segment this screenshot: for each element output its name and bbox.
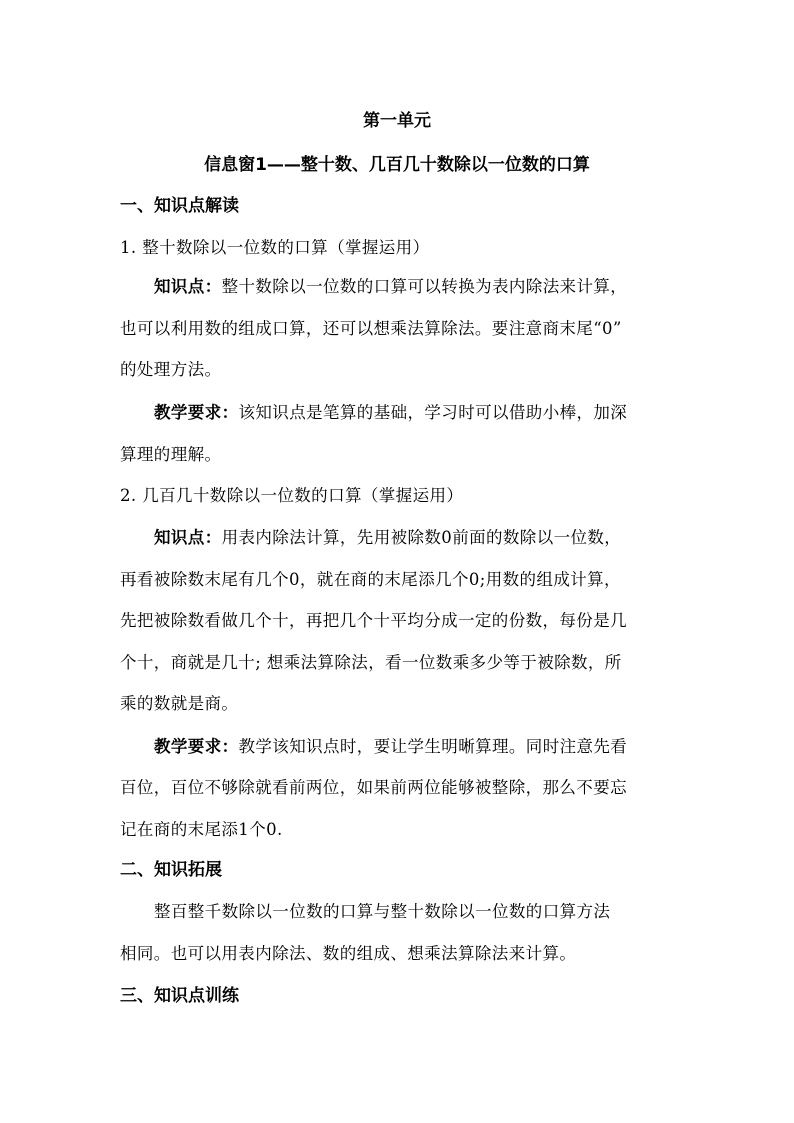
item2-knowledge-line3: 先把被除数看做几个十，再把几个十平均分成一定的份数，每份是几 xyxy=(120,611,627,630)
item1-requirement-line2: 算理的理解。 xyxy=(120,445,222,464)
item1-title: 1. 整十数除以一位数的口算（掌握运用） xyxy=(120,238,430,257)
section2-line2: 相同。也可以用表内除法、数的组成、想乘法算除法来计算。 xyxy=(120,944,577,963)
item2-knowledge-text1: 用表内除法计算，先用被除数0前面的数除以一位数， xyxy=(221,528,622,547)
item2-knowledge-line1 xyxy=(154,524,674,548)
item2-requirement-line2: 百位，百位不够除就看前两位，如果前两位能够被整除，那么不要忘 xyxy=(120,778,627,797)
item2-knowledge-line5: 乘的数就是商。 xyxy=(120,694,239,713)
item1-knowledge-label: 知识点： xyxy=(154,277,222,296)
unit-title: 第一单元 xyxy=(363,111,431,131)
item2-knowledge-label: 知识点： xyxy=(154,528,222,547)
section2-line1: 整百整千数除以一位数的口算与整十数除以一位数的口算方法 xyxy=(154,902,611,921)
window-title: 信息窗1——整十数、几百几十数除以一位数的口算 xyxy=(204,155,590,175)
section2-heading: 二、知识拓展 xyxy=(120,860,222,880)
item1-requirement-line1 xyxy=(154,399,674,423)
item2-knowledge-line2: 再看被除数末尾有几个0，就在商的末尾添几个0;用数的组成计算， xyxy=(120,570,621,589)
item2-knowledge-line4: 个十，商就是几十; 想乘法算除法，看一位数乘多少等于被除数，所 xyxy=(120,653,622,672)
item1-knowledge-line1 xyxy=(154,273,674,297)
item2-requirement-line1 xyxy=(154,733,674,757)
item1-knowledge-text1: 整十数除以一位数的口算可以转换为表内除法来计算， xyxy=(221,277,628,296)
item1-requirement-text1: 该知识点是笔算的基础，学习时可以借助小棒，加深 xyxy=(238,403,628,422)
item2-requirement-label: 教学要求： xyxy=(154,737,239,756)
item2-title: 2. 几百几十数除以一位数的口算（掌握运用） xyxy=(120,486,464,505)
item1-requirement-label: 教学要求： xyxy=(154,403,239,422)
item2-requirement-text1: 教学该知识点时，要让学生明晰算理。同时注意先看 xyxy=(238,737,628,756)
item1-knowledge-line3: 的处理方法。 xyxy=(120,360,222,379)
section1-heading: 一、知识点解读 xyxy=(120,196,239,216)
item2-requirement-line3: 记在商的末尾添1个0. xyxy=(120,820,283,839)
section3-heading: 三、知识点训练 xyxy=(120,986,239,1006)
item1-knowledge-line2: 也可以利用数的组成口算，还可以想乘法算除法。要注意商末尾“0” xyxy=(120,319,622,338)
